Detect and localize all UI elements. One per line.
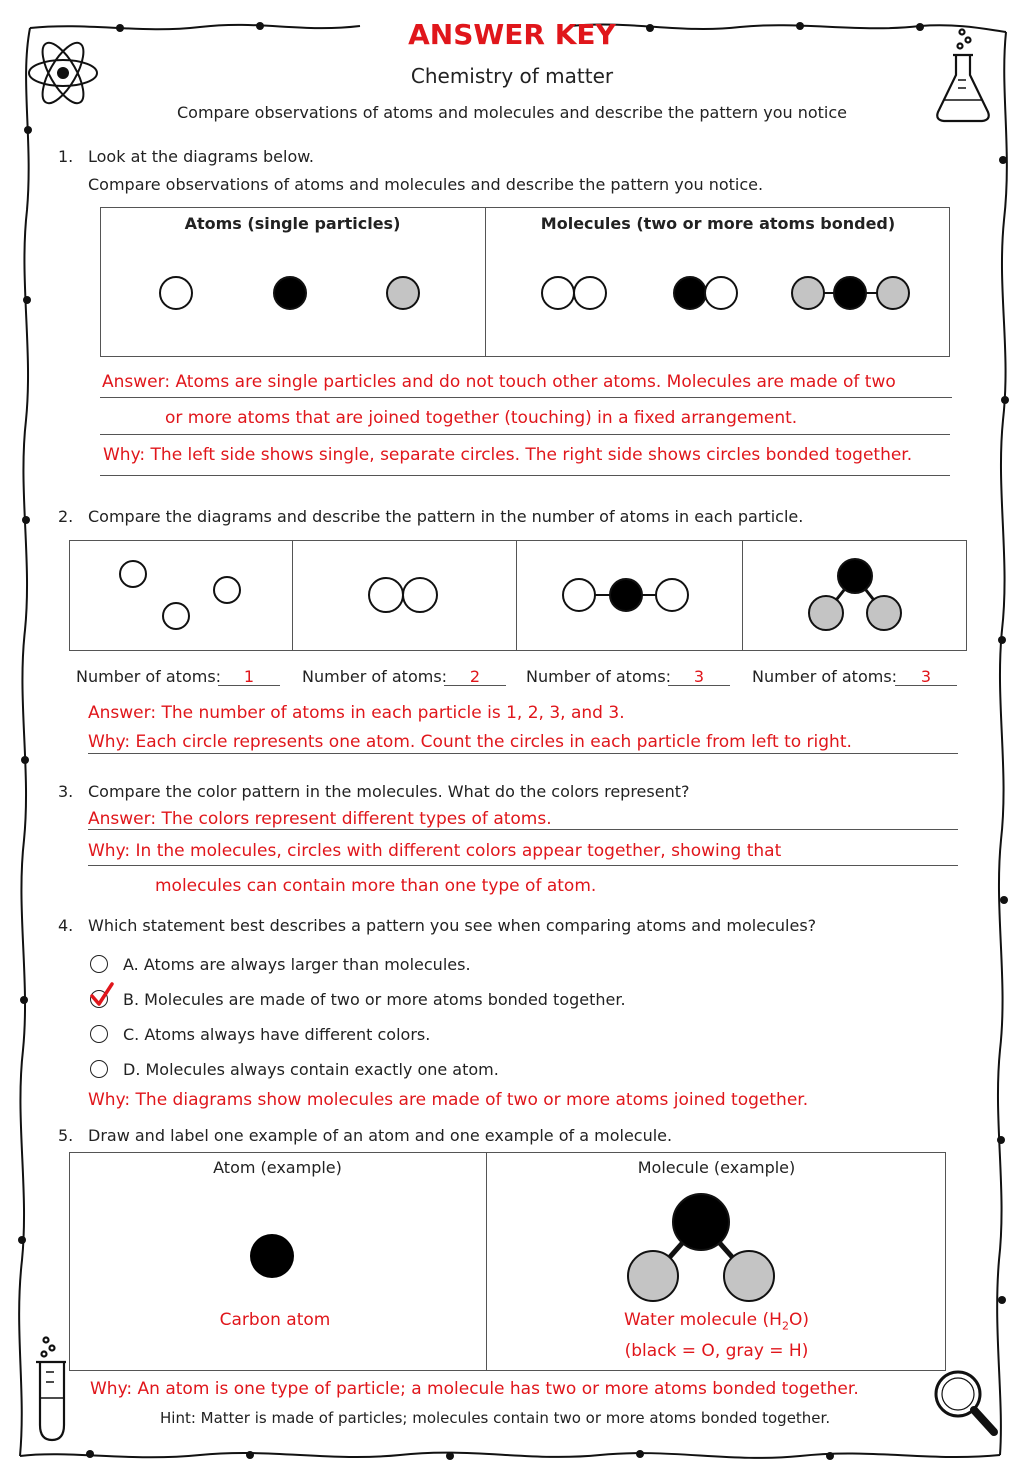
page-subtitle: Compare observations of atoms and molecules and describe the pattern you notice	[176, 103, 847, 122]
q5-prompt: Draw and label one example of an atom and one example of a molecule.	[88, 1126, 673, 1145]
q4-option-c: C. Atoms always have different colors.	[123, 1025, 431, 1044]
molecule-example-header: Molecule (example)	[637, 1158, 796, 1177]
molecule-example-label: Water molecule $(H_2O)$	[624, 1310, 809, 1333]
q4-prompt: Which statement best describes a pattern you see when comparing atoms and molecules?	[88, 916, 817, 935]
q2-count-1: 1	[218, 667, 280, 686]
q2-prompt: Compare the diagrams and describe the pattern in the number of atoms in each particle.	[88, 507, 804, 526]
q2-count-label-2: Number of atoms:	[302, 667, 448, 686]
q1-answer-line2: or more atoms that are joined together (touching) in a fixed arrangement.	[100, 408, 950, 435]
q2-answer: Answer: The number of atoms in each particle is 1, 2, 3, and 3.	[88, 703, 625, 723]
atoms-column-header: Atoms (single particles)	[184, 214, 401, 233]
q3-number: 3.	[58, 782, 74, 801]
q3-prompt: Compare the color pattern in the molecules. What do the colors represent?	[88, 782, 690, 801]
q2-number: 2.	[58, 507, 74, 526]
q3-why-line1: Why: In the molecules, circles with different colors appear together, showing that	[88, 841, 958, 866]
q1-number: 1.	[58, 147, 74, 166]
atom-example-header: Atom (example)	[213, 1158, 342, 1177]
answer-key-banner: ANSWER KEY	[408, 18, 616, 51]
atom-example-label: Carbon atom	[219, 1310, 331, 1330]
q5-why: Why: An atom is one type of particle; a molecule has two or more atoms bonded together.	[90, 1379, 859, 1399]
q2-count-2: 2	[444, 667, 506, 686]
q1-prompt-line1: Look at the diagrams below.	[88, 147, 314, 166]
q4-number: 4.	[58, 916, 74, 935]
q1-prompt-line2: Compare observations of atoms and molecules and describe the pattern you notice.	[88, 175, 764, 194]
q2-count-3: 3	[668, 667, 730, 686]
q1-why: Why: The left side shows single, separate circles. The right side shows circles bonded together.	[100, 445, 950, 476]
q4-option-a: A. Atoms are always larger than molecules.	[123, 955, 471, 974]
q3-answer: Answer: The colors represent different types of atoms.	[88, 809, 958, 830]
q4-option-b: B. Molecules are made of two or more atoms bonded together.	[123, 990, 626, 1009]
q5-hint: Hint: Matter is made of particles; molecules contain two or more atoms bonded together.	[160, 1409, 831, 1427]
q4-why: Why: The diagrams show molecules are made of two or more atoms joined together.	[88, 1090, 809, 1110]
q1-answer-line1: Answer: Atoms are single particles and do not touch other atoms. Molecules are made of two	[100, 372, 952, 398]
q5-number: 5.	[58, 1126, 74, 1145]
q3-why-line2: molecules can contain more than one type of atom.	[155, 876, 597, 896]
q5-carbon-atom	[250, 1234, 294, 1278]
page-title: Chemistry of matter	[410, 64, 614, 88]
molecules-column-header: Molecules (two or more atoms bonded)	[540, 214, 896, 233]
q2-count-4: 3	[895, 667, 957, 686]
q2-count-label-3: Number of atoms:	[526, 667, 672, 686]
q2-count-label-1: Number of atoms:	[76, 667, 222, 686]
molecule-color-key: (black = O, gray = H)	[624, 1341, 809, 1361]
q2-count-label-4: Number of atoms:	[752, 667, 898, 686]
q2-why: Why: Each circle represents one atom. Count the circles in each particle from left to right.	[88, 732, 958, 754]
q5-water-molecule	[628, 1194, 774, 1301]
q4-option-d: D. Molecules always contain exactly one atom.	[123, 1060, 499, 1079]
